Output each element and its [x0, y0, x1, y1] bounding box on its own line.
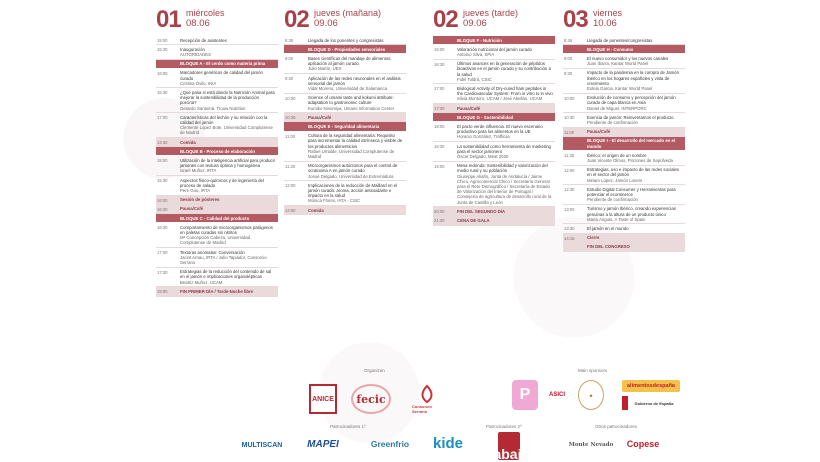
- session-time: 11:30: [285, 163, 296, 169]
- session-speaker: Miriam López, Jamón Lovers: [587, 177, 643, 183]
- session-content: [587, 113, 685, 126]
- multiscan-logo: MULTISCAN: [241, 441, 283, 449]
- session-time: 16:30: [157, 206, 168, 212]
- session-title: Aplicación de las redes neuronales en el análisis sensorial del jamón: [308, 75, 401, 86]
- day-name: jueves (tarde): [463, 8, 519, 18]
- session-content: [180, 287, 278, 295]
- session-row: [156, 69, 278, 89]
- session-list: [563, 36, 685, 252]
- closing-row: [433, 216, 555, 225]
- session-content: [180, 69, 278, 88]
- session-title: Sesión de pósteres: [180, 197, 220, 203]
- session-speaker: Estela Garcia, Kantar World Panel: [587, 85, 653, 91]
- session-speaker: Marta Angulo, A Taste of Spain: [587, 216, 646, 222]
- session-content: [180, 88, 278, 112]
- session-time: 15:00: [157, 38, 168, 43]
- session-row: [433, 84, 555, 104]
- trabajos-logo: T Trabajos: [480, 430, 538, 462]
- session-title: Cierre: [587, 235, 600, 241]
- session-content: [180, 223, 278, 247]
- session-content: [457, 216, 555, 224]
- session-content: [180, 214, 278, 222]
- day-date: 10.06: [593, 18, 617, 29]
- session-time: 8:30: [285, 38, 294, 43]
- session-content: [308, 206, 406, 214]
- session-content: [180, 156, 278, 175]
- session-title: BLOQUE B - Proceso de elaboración: [180, 148, 255, 154]
- pause-row: [156, 196, 278, 205]
- pause-row: [563, 234, 685, 243]
- session-content: [180, 147, 278, 155]
- session-time: 9:30: [285, 76, 294, 82]
- session-content: [457, 162, 555, 207]
- session-content: [587, 69, 685, 93]
- session-title: Recepción de asistentes: [180, 37, 227, 43]
- session-time: [563, 243, 587, 251]
- session-time: 21:30: [434, 218, 445, 224]
- session-row: [563, 54, 685, 68]
- closing-row: [284, 206, 406, 215]
- day-number: 02: [284, 6, 309, 33]
- session-speaker: Israel Muñoz, IRTA: [180, 168, 217, 174]
- session-time: 17:00: [157, 250, 168, 256]
- day-header: [156, 6, 278, 36]
- pause-row: [563, 128, 685, 137]
- session-content: [180, 268, 278, 287]
- session-content: [587, 45, 685, 53]
- session-speaker: Beatriz Muñoz, UCAM: [180, 279, 223, 285]
- session-title: Comida: [308, 207, 324, 213]
- day-header: [433, 6, 555, 36]
- session-content: [308, 74, 406, 93]
- session-time: 17:00: [157, 115, 168, 121]
- session-content: [587, 224, 685, 232]
- session-title: BLOQUE I - El desarrollo del mercado en el mundo: [587, 138, 676, 149]
- session-row: [563, 69, 685, 94]
- session-time: 18:00: [434, 124, 445, 130]
- session-title: Biological Activity of Dry-cured ham peptides in the Cardiovascular System: From in vitro to in vivo: [457, 85, 553, 97]
- session-content: [180, 248, 278, 267]
- session-speaker: Antonio Silva, SPIA: [457, 51, 495, 57]
- session-title: Turismo y jamón Ibérico, creando experiencias genuinas a la altura de un producto único: [587, 206, 676, 217]
- session-row: [563, 166, 685, 186]
- session-time: 16:30: [434, 61, 445, 67]
- session-speaker: Rafael Urrialde, Universidad Complutense de Madrid: [308, 148, 395, 159]
- session-time: 10:00: [285, 95, 296, 101]
- asici-logo: ASICI: [548, 392, 565, 398]
- session-time: 12:30: [564, 187, 575, 193]
- session-row: [563, 151, 685, 165]
- session-time: 9:00: [564, 56, 573, 62]
- session-title: Últimos avances en la generación de péptidos bioactivos en el jamón curado y su contribución a la salud: [457, 61, 551, 77]
- session-time: 19:00: [434, 163, 445, 169]
- session-time: 16:00: [157, 70, 168, 76]
- session-title: El jamón en el mundo: [587, 225, 629, 231]
- day-column: [433, 6, 555, 226]
- session-time: [563, 137, 587, 150]
- session-list: [156, 36, 278, 297]
- session-row: [433, 45, 555, 59]
- session-time: 20:00: [434, 209, 445, 215]
- session-content: [457, 113, 555, 121]
- session-row: [284, 36, 406, 45]
- session-content: [457, 84, 555, 103]
- session-row: [284, 54, 406, 74]
- session-speaker: Vidal Moreno, Universidad de Salamanca: [308, 85, 387, 91]
- session-time: 18:00: [157, 289, 168, 295]
- session-content: [457, 142, 555, 161]
- session-title: Estrategias, uso e impacto de las redes sociales en el sector del jamón: [587, 167, 679, 178]
- consorcio-serrano-logo: [412, 382, 442, 416]
- session-row: [284, 162, 406, 182]
- session-row: [156, 36, 278, 45]
- session-title: FIN PRIMER DÍA / Tarde-Noche libre: [180, 288, 254, 294]
- session-content: [308, 181, 406, 205]
- session-content: [308, 122, 406, 130]
- session-content: [457, 207, 555, 215]
- day-number: 02: [433, 6, 458, 33]
- session-title: Pausa/Café: [587, 129, 611, 135]
- session-time: [156, 147, 180, 155]
- session-content: [180, 113, 278, 137]
- session-content: [587, 205, 685, 224]
- session-row: [156, 268, 278, 288]
- session-time: 17:30: [157, 269, 168, 275]
- session-time: [156, 60, 180, 68]
- anice-logo: ANICE: [309, 384, 337, 414]
- session-speaker: Giuseppe Aliaño, Junta de Andalucía / Jaime Chico, Agrocomercial Chico / Secretaría General para el Reto Demográfico / Secretaría de Estado de Valorización del Interior de Portugal / Consejería de agricultura de desarrollo rural de la Junta de Castilla y León: [457, 173, 552, 205]
- mapei-logo: MAPEI: [307, 438, 339, 450]
- session-speaker: Juan Vicente Olmos, Pinzones de Sepúlveda: [587, 157, 673, 163]
- session-title: Inauguración: [180, 46, 205, 52]
- session-title: Texturas anómalas: Conversación: [180, 249, 245, 255]
- session-time: [284, 122, 308, 130]
- session-row: [563, 205, 685, 225]
- session-time: 9:00: [285, 56, 294, 62]
- session-row: [563, 94, 685, 114]
- closing-row: [156, 287, 278, 296]
- session-content: [587, 36, 685, 44]
- session-content: [587, 185, 685, 204]
- session-title: Utilización de la inteligencia artificial para producir jamones con textura óptima y homogénea: [180, 157, 276, 169]
- session-content: [180, 205, 278, 213]
- organizers-label: Organizan: [364, 368, 385, 373]
- platinum-label: Patrocinadores 1º: [330, 424, 366, 429]
- session-title: Bases científicas del maridaje de alimentos: aplicación al jamón curado: [308, 55, 392, 67]
- session-title: BLOQUE D - Propiedades sensoriales: [308, 46, 386, 52]
- session-content: [180, 138, 278, 146]
- session-content: [308, 45, 406, 53]
- session-row: [156, 88, 278, 113]
- session-speaker: Gerardo Santomá, Trouw Nutrition: [180, 105, 246, 111]
- session-content: [587, 128, 685, 136]
- session-title: CENA DE GALA: [457, 217, 490, 223]
- gobierno-espana-logo: Gobierno de España: [622, 396, 680, 410]
- session-time: 12:00: [285, 183, 296, 189]
- session-speaker: Óscar Delgado, Meat 2030: [457, 153, 509, 159]
- day-header: [563, 6, 685, 36]
- session-time: 14:00: [285, 208, 296, 214]
- session-content: [457, 36, 555, 44]
- session-row: [156, 223, 278, 248]
- pause-row: [156, 205, 278, 214]
- day-date: 09.06: [463, 18, 487, 29]
- session-row: [284, 74, 406, 94]
- session-row: [433, 60, 555, 85]
- session-time: 12:00: [564, 167, 575, 173]
- session-time: 10:30: [285, 115, 296, 121]
- session-title: Ibérico: el origen de un nombre: [587, 152, 647, 158]
- session-time: 11:30: [564, 153, 575, 159]
- session-content: [180, 60, 278, 68]
- session-speaker: Pere Gou, IRTA: [180, 187, 211, 193]
- session-title: FIN DEL SEGUNDO DÍA: [457, 208, 506, 214]
- block-header: [433, 36, 555, 45]
- session-speaker: Daniel de Miguel, INTERPORC: [587, 105, 647, 111]
- session-content: [308, 54, 406, 73]
- session-title: Características del lechón y su relación con la calidad del jamón: [180, 114, 268, 125]
- session-content: [587, 137, 685, 150]
- session-row: [156, 176, 278, 196]
- session-speaker: Jacint Arnau, IRTA / Julio Tapiador, Consorcio Serrano: [180, 254, 267, 265]
- session-row: [433, 142, 555, 162]
- fecic-logo: fecic: [351, 384, 391, 414]
- session-speaker: Fidel Toldrá, CSIC: [457, 76, 492, 82]
- session-row: [433, 162, 555, 208]
- pause-row: [284, 113, 406, 122]
- session-title: BLOQUE H - Consumo: [587, 46, 634, 52]
- block-header: [433, 113, 555, 122]
- session-title: El pacto verde influencia. El nuevo escenario productivo para los alimentos en la UE: [457, 123, 543, 135]
- session-content: [457, 60, 555, 84]
- session-content: [180, 196, 278, 204]
- session-content: [308, 162, 406, 181]
- session-title: BLOQUE E - Seguridad alimentaria: [308, 123, 380, 129]
- session-row: [563, 185, 685, 205]
- session-title: Valoración nutricional del jamón curado: [457, 46, 532, 52]
- session-time: 13:30: [157, 140, 168, 146]
- block-header: [156, 60, 278, 69]
- session-title: Microorganismos autóctonos para el control de ocratoxina A en jamón curado: [308, 163, 398, 174]
- session-row: [284, 181, 406, 206]
- session-title: Estrategias de la reducción del contenido de sal en el jamón e implicaciones organolépticas: [180, 269, 272, 280]
- session-row: [156, 248, 278, 268]
- day-date: 08.06: [186, 18, 210, 29]
- session-time: 10:30: [564, 115, 575, 121]
- session-title: Llegada de ponentes/congresistas: [587, 37, 653, 43]
- gold-label: Patrocinadores 2º: [486, 424, 522, 429]
- block-header: [563, 137, 685, 151]
- session-title: Llegada de los ponentes y congresistas: [308, 37, 384, 43]
- session-title: ¿Qué pasa si está dando la Nutrición Animal para mejorar la sostenibilidad de la producción porcina?: [180, 89, 275, 106]
- session-time: 16:30: [157, 225, 168, 231]
- main-sponsors-label: Main sponsors: [578, 368, 608, 373]
- day-header: [284, 6, 406, 36]
- session-row: [433, 122, 555, 142]
- session-title: Implicaciones de la reducción de Maillard en el jamón curado: aroma, acción antioxidante e impacto en la salud: [308, 182, 398, 199]
- session-time: 16:00: [434, 47, 445, 53]
- session-title: Impacto de la pandemia en la compra de Jamón Ibérico en los hogares españoles y vista de crecimiento: [587, 70, 679, 86]
- block-header: [156, 147, 278, 156]
- session-row: [156, 156, 278, 176]
- session-time: 15:00: [157, 158, 168, 164]
- session-speaker: Juan Ibarra, Kantar World Panel: [587, 61, 649, 67]
- session-list: [284, 36, 406, 215]
- closing-row: [563, 243, 685, 252]
- session-time: [433, 113, 457, 121]
- session-content: [457, 104, 555, 112]
- session-content: [308, 36, 406, 44]
- session-title: FIN DEL CONGRESO: [587, 244, 630, 250]
- day-column: [284, 6, 406, 215]
- session-content: [587, 151, 685, 164]
- session-time: 11:00: [285, 133, 296, 139]
- session-content: [180, 176, 278, 195]
- session-content: [587, 94, 685, 113]
- closing-row: [433, 207, 555, 216]
- session-title: Pausa/Café: [457, 105, 481, 111]
- session-title: BLOQUE F - Nutrición: [457, 37, 502, 43]
- other-sponsors-label: Otros patrocinadores: [595, 424, 638, 429]
- session-row: [563, 113, 685, 127]
- session-time: 13:30: [564, 226, 575, 232]
- session-title: Science of umami taste and kokumi attribute: adaptation to gastronomic culture: [308, 95, 394, 106]
- session-time: 16:00: [157, 197, 168, 203]
- seal-logo: ★: [578, 380, 604, 410]
- session-list: [433, 36, 555, 226]
- session-time: 10:00: [564, 95, 575, 101]
- session-title: El nuevo consumidor y los nuevos canales: [587, 55, 669, 61]
- session-speaker: Julio Martín, UEX: [308, 66, 342, 72]
- day-column: [156, 6, 278, 297]
- session-title: Aspectos físico-químicos y de ingeniería del proceso de salado: [180, 177, 264, 188]
- session-speaker: Josué Delgado, Universidad de Extremadura: [308, 173, 394, 179]
- session-content: [587, 166, 685, 185]
- session-time: 8:45: [564, 38, 573, 43]
- session-speaker: Horacio González, Trafficsa: [457, 134, 510, 140]
- session-speaker: Mónica Flores, IATA - CSIC: [308, 198, 361, 204]
- session-title: Comportamiento de microorganismos patógenos en paletas curadas sin nitritos: [180, 224, 273, 235]
- session-content: [457, 45, 555, 58]
- consorcio-serrano-text: Consorcio Serrano: [412, 404, 432, 414]
- session-row: [156, 45, 278, 59]
- session-time: 17:30: [434, 106, 445, 112]
- day-name: jueves (mañana): [314, 8, 382, 18]
- session-speaker: Pendiente de confirmación: [587, 119, 638, 125]
- session-content: [308, 132, 406, 161]
- session-title: Mesa redonda: Sostenibilidad y valorización del medio rural y su población: [457, 163, 548, 174]
- session-title: La sostenibilidad como herramienta de marketing para el sector jamonero: [457, 143, 551, 154]
- session-time: [433, 36, 457, 44]
- session-row: [563, 36, 685, 45]
- session-time: [563, 45, 587, 53]
- greenfrio-logo: Greenfrio: [370, 439, 410, 449]
- session-speaker: Mª Concepción Cabeza, Universidad Complutense de Madrid: [180, 235, 251, 246]
- main-sponsor-p-logo: P: [512, 380, 538, 410]
- session-time: 14:15: [564, 235, 575, 241]
- session-row: [284, 132, 406, 162]
- session-speaker: Cristina Óvilo, INIA: [180, 80, 217, 86]
- session-content: [180, 45, 278, 58]
- session-speaker: AUTORIDADES: [180, 51, 211, 57]
- session-speaker: Clemente López Bote, Universidad Complutense de Madrid: [180, 125, 273, 136]
- day-name: miércoles: [186, 8, 225, 18]
- session-content: [587, 243, 685, 251]
- session-title: Evolución de consumo y percepción del jamón curado de capa blanca en Asia: [587, 95, 676, 106]
- session-content: [587, 234, 685, 242]
- session-time: 16:30: [157, 90, 168, 96]
- session-speaker: Silvia Montoro, UCAM / José Abellán, UCAM: [457, 96, 543, 102]
- monte-nevado-logo: Monte Nevado: [568, 442, 614, 448]
- session-row: [284, 94, 406, 114]
- session-title: BLOQUE C - Calidad del producto: [180, 215, 250, 221]
- day-column: [563, 6, 685, 252]
- session-content: [308, 94, 406, 113]
- day-name: viernes: [593, 8, 623, 18]
- alimentos-de-espana-logo: alimentosdespaña: [622, 380, 680, 392]
- session-title: Exencia de jamón: Reinventamos el producto: [587, 114, 674, 120]
- kide-logo: kide: [432, 434, 463, 452]
- session-title: Estudio Digital Consumer y Herramientas para potenciar el ecommerce: [587, 186, 676, 197]
- session-row: [156, 113, 278, 138]
- sponsors-area: [0, 366, 820, 462]
- session-title: Comida: [180, 139, 196, 145]
- day-date: 09.06: [314, 18, 338, 29]
- block-header: [284, 122, 406, 131]
- session-speaker: Kumiko Ninomiya, Umami Information Center: [308, 105, 395, 111]
- session-time: [284, 45, 308, 53]
- session-speaker: Pendiente de confirmación: [587, 197, 638, 203]
- session-content: [308, 113, 406, 121]
- copese-logo: Copese: [626, 439, 660, 449]
- session-title: Marcadores genéticos de calidad del jamón curado: [180, 70, 263, 81]
- session-title: Cultura de la seguridad alimentaria: Requisito para incrementar la calidad intrínseca y visible de los productos alimenticios: [308, 133, 403, 149]
- session-title: BLOQUE A - El cerdo como materia prima: [180, 61, 266, 67]
- session-time: 15:30: [157, 178, 168, 184]
- session-title: Pausa/Café: [308, 114, 332, 120]
- session-content: [587, 54, 685, 67]
- day-number: 03: [563, 6, 588, 33]
- session-row: [563, 224, 685, 233]
- session-title: Pausa/Café: [180, 206, 204, 212]
- session-time: 18:30: [434, 144, 445, 150]
- day-number: 01: [156, 6, 181, 33]
- session-time: 17:00: [434, 86, 445, 92]
- block-header: [563, 45, 685, 54]
- session-time: 15:30: [157, 47, 168, 53]
- session-title: BLOQUE G - Sostenibilidad: [457, 114, 514, 120]
- consorcio-serrano-icon: [419, 384, 435, 404]
- session-content: [457, 122, 555, 141]
- pause-row: [433, 104, 555, 113]
- session-time: 13:00: [564, 206, 575, 212]
- session-time: 11:00: [564, 129, 575, 135]
- session-time: 9:30: [564, 70, 573, 76]
- session-content: [180, 36, 278, 44]
- pause-row: [156, 138, 278, 147]
- session-time: [156, 214, 180, 222]
- block-header: [156, 214, 278, 223]
- block-header: [284, 45, 406, 54]
